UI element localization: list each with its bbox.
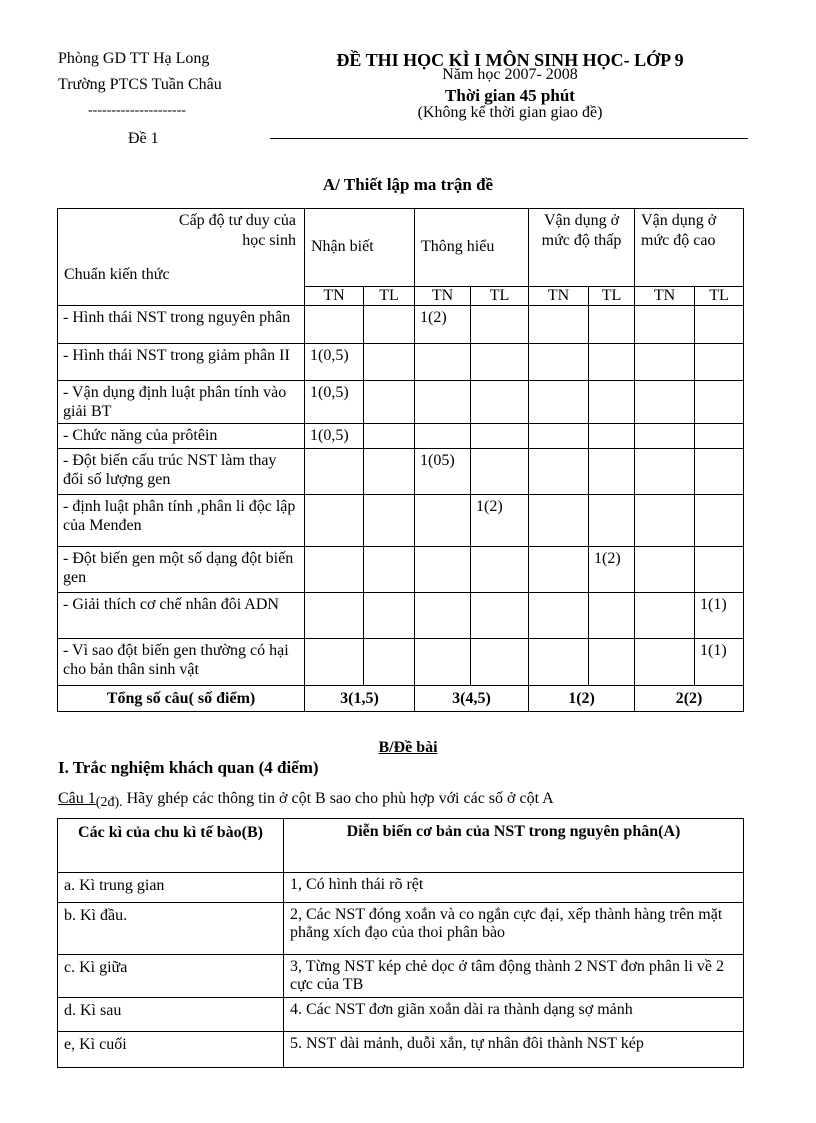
section-a-title: A/ Thiết lập ma trận đề	[322, 175, 494, 194]
stage-name: b. Kì đầu.	[58, 903, 284, 955]
exam-code: Đề 1	[128, 130, 159, 147]
stage-description: 3, Từng NST kép chẻ dọc ở tâm động thành 2 NST đơn phân li về 2 cực của TB	[284, 955, 744, 998]
criterion-label: - Chức năng của prôtêin	[58, 424, 305, 449]
matrix-cell	[529, 593, 589, 639]
part1-title: I. Trắc nghiệm khách quan (4 điểm)	[58, 758, 319, 777]
matrix-cell	[471, 449, 529, 495]
stage-row	[58, 998, 744, 1032]
sub-header-tl: TL	[695, 286, 744, 305]
matrix-cell	[529, 547, 589, 593]
col-van-dung-thap: Vận dụng ở mức độ thấp	[529, 209, 635, 287]
matrix-cell	[635, 639, 695, 686]
matrix-cell	[529, 306, 589, 344]
matrix-cell	[529, 495, 589, 547]
matrix-cell	[589, 593, 635, 639]
matrix-cell: 1(1)	[695, 639, 744, 686]
stage-name: e, Kì cuối	[58, 1032, 284, 1068]
matrix-cell	[695, 306, 744, 344]
school-name: Trường PTCS Tuần Châu	[58, 76, 222, 93]
stage-description: 1, Có hình thái rõ rệt	[284, 873, 744, 903]
stage-name: a. Kì trung gian	[58, 873, 284, 903]
sub-header-tl: TL	[471, 286, 529, 305]
stage-description: 5. NST dài mảnh, duỗi xắn, tự nhân đôi thành NST kép	[284, 1032, 744, 1068]
col-thong-hieu: Thông hiểu	[415, 209, 529, 287]
school-year: Năm học 2007- 2008	[442, 66, 578, 83]
matrix-cell: 1(2)	[415, 306, 471, 344]
matrix-table	[57, 208, 744, 712]
matrix-cell	[635, 381, 695, 424]
criterion-label: - Vì sao đột biến gen thường có hại cho bản thân sinh vật	[58, 639, 305, 686]
department-name: Phòng GD TT Hạ Long	[58, 50, 210, 67]
sub-header-tl: TL	[589, 286, 635, 305]
q1-text: Hãy ghép các thông tin ở cột B sao cho phù hợp với các số ở cột A	[122, 790, 554, 807]
matrix-cell	[471, 547, 529, 593]
matrix-cell	[415, 495, 471, 547]
matrix-row	[58, 424, 744, 449]
matrix-row	[58, 344, 744, 381]
exam-duration: Thời gian 45 phút	[445, 86, 575, 105]
header-levels-line1: Cấp độ tư duy của	[178, 212, 296, 229]
matrix-row	[58, 547, 744, 593]
matrix-cell	[635, 547, 695, 593]
matrix-cell	[415, 593, 471, 639]
total-van-dung-cao: 2(2)	[635, 686, 744, 712]
matrix-cell	[305, 547, 364, 593]
sub-header-tn: TN	[529, 286, 589, 305]
matrix-row	[58, 639, 744, 686]
matrix-cell	[695, 424, 744, 449]
matrix-cell	[589, 344, 635, 381]
matrix-cell	[305, 593, 364, 639]
matrix-cell: 1(1)	[695, 593, 744, 639]
matrix-cell	[589, 424, 635, 449]
stage-row	[58, 955, 744, 998]
matrix-cell	[364, 593, 415, 639]
header-standard: Chuẩn kiến thức	[64, 266, 170, 283]
matrix-cell	[589, 381, 635, 424]
matrix-cell: 1(2)	[471, 495, 529, 547]
matrix-cell	[305, 639, 364, 686]
matrix-row	[58, 593, 744, 639]
section-b-title: B/Đề bài	[378, 739, 438, 756]
header-divider	[270, 138, 748, 139]
matrix-cell	[364, 344, 415, 381]
matrix-cell	[364, 547, 415, 593]
matrix-cell	[635, 424, 695, 449]
matrix-cell	[415, 424, 471, 449]
q1-points: (2đ).	[95, 795, 123, 810]
sub-header-tl: TL	[364, 286, 415, 305]
matrix-cell	[695, 344, 744, 381]
exam-title: ĐỀ THI HỌC KÌ I MÔN SINH HỌC- LỚP 9	[336, 50, 684, 70]
criterion-label: - Vận dụng định luật phân tính vào giải BT	[58, 381, 305, 424]
matrix-cell	[529, 424, 589, 449]
criterion-label: - Giải thích cơ chế nhân đôi ADN	[58, 593, 305, 639]
matrix-cell: 1(0,5)	[305, 381, 364, 424]
matrix-row	[58, 306, 744, 344]
sub-header-tn: TN	[305, 286, 364, 305]
sub-header-tn: TN	[415, 286, 471, 305]
header-dashes: ---------------------	[88, 103, 186, 118]
col-van-dung-cao: Vận dụng ở mức độ cao	[635, 209, 744, 287]
matrix-row	[58, 449, 744, 495]
matrix-row	[58, 381, 744, 424]
matrix-cell	[471, 639, 529, 686]
matrix-cell	[529, 344, 589, 381]
matrix-cell	[364, 639, 415, 686]
matrix-cell	[635, 344, 695, 381]
stage-row	[58, 873, 744, 903]
matrix-cell: 1(05)	[415, 449, 471, 495]
matrix-cell	[364, 495, 415, 547]
matrix-cell	[364, 381, 415, 424]
matrix-cell	[364, 424, 415, 449]
duration-note: (Không kể thời gian giao đề)	[417, 104, 603, 121]
matrix-cell	[635, 593, 695, 639]
stage-row	[58, 903, 744, 955]
matrix-cell: 1(0,5)	[305, 344, 364, 381]
matrix-cell: 1(0,5)	[305, 424, 364, 449]
total-van-dung-thap: 1(2)	[529, 686, 635, 712]
matrix-cell	[635, 449, 695, 495]
matrix-cell	[415, 639, 471, 686]
matrix-cell	[529, 639, 589, 686]
col-b-header: Các kì của chu kì tế bào(B)	[58, 819, 284, 873]
col-a-header: Diễn biến cơ bản của NST trong nguyên phân(A)	[284, 819, 744, 873]
matrix-cell	[364, 306, 415, 344]
matrix-corner-header	[58, 209, 305, 306]
matrix-cell	[589, 306, 635, 344]
matrix-cell	[471, 344, 529, 381]
sub-header-tn: TN	[635, 286, 695, 305]
matrix-cell	[529, 381, 589, 424]
criterion-label: - Hình thái NST trong giảm phân II	[58, 344, 305, 381]
matrix-cell	[415, 547, 471, 593]
stage-name: d. Kì sau	[58, 998, 284, 1032]
col-nhan-biet: Nhận biết	[305, 209, 415, 287]
matrix-cell	[589, 639, 635, 686]
matrix-cell	[695, 547, 744, 593]
matrix-row	[58, 495, 744, 547]
matrix-cell	[695, 495, 744, 547]
matrix-cell	[589, 495, 635, 547]
matrix-cell	[364, 449, 415, 495]
stage-name: c. Kì giữa	[58, 955, 284, 998]
matrix-cell	[415, 344, 471, 381]
q1-label: Câu 1	[58, 790, 96, 807]
matrix-cell: 1(2)	[589, 547, 635, 593]
total-thong-hieu: 3(4,5)	[415, 686, 529, 712]
total-nhan-biet: 3(1,5)	[305, 686, 415, 712]
matrix-cell	[695, 449, 744, 495]
matrix-cell	[529, 449, 589, 495]
stage-row	[58, 1032, 744, 1068]
matrix-cell	[471, 424, 529, 449]
matrix-cell	[695, 381, 744, 424]
stage-description: 2, Các NST đóng xoắn và co ngắn cực đại, xếp thành hàng trên mặt phẳng xích đạo của thoi phân bào	[284, 903, 744, 955]
criterion-label: - Hình thái NST trong nguyên phân	[58, 306, 305, 344]
question-1	[58, 790, 554, 808]
matrix-cell	[305, 495, 364, 547]
matrix-cell	[305, 449, 364, 495]
criterion-label: - Đột biến gen một số dạng đột biến gen	[58, 547, 305, 593]
matrix-cell	[635, 306, 695, 344]
matrix-cell	[471, 306, 529, 344]
stage-description: 4. Các NST đơn giãn xoắn dài ra thành dạng sợ mảnh	[284, 998, 744, 1032]
matrix-cell	[305, 306, 364, 344]
stages-table	[57, 818, 744, 1068]
matrix-cell	[415, 381, 471, 424]
header-levels-line2: học sinh	[242, 232, 296, 249]
criterion-label: - định luật phân tính ,phân li độc lập của Menđen	[58, 495, 305, 547]
criterion-label: - Đột biến cấu trúc NST làm thay đổi số lượng gen	[58, 449, 305, 495]
total-label: Tổng số câu( số điểm)	[58, 686, 305, 712]
matrix-cell	[471, 381, 529, 424]
matrix-cell	[471, 593, 529, 639]
matrix-cell	[589, 449, 635, 495]
matrix-cell	[635, 495, 695, 547]
